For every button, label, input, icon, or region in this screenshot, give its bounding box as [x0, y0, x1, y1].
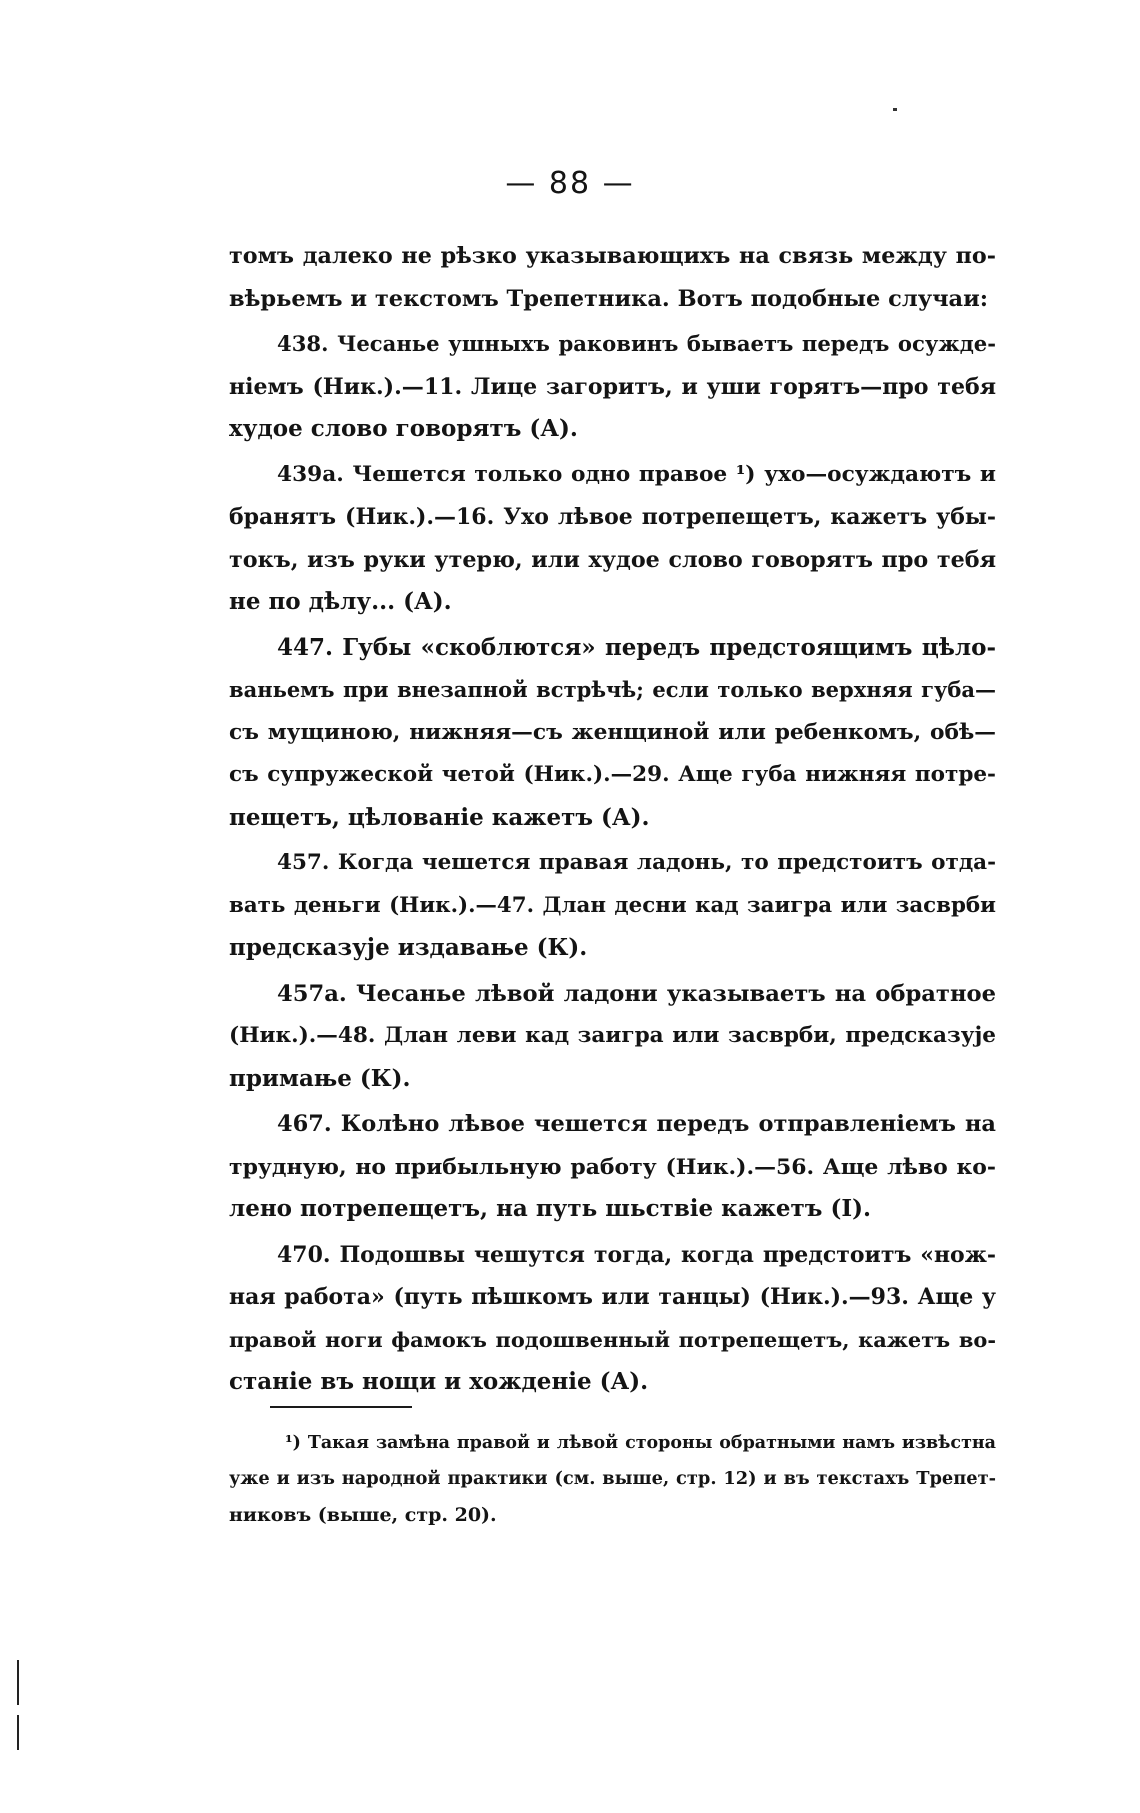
footnote-line: никовъ (выше, стр. 20). [229, 1504, 497, 1526]
text-line: примање (К). [229, 1064, 411, 1092]
entry-467 [229, 1103, 996, 1231]
text-line: правой ноги фамокъ подошвенный потрепещетъ, кажетъ во- [229, 1326, 996, 1352]
text-line: предсказуjе издавање (К). [229, 934, 588, 961]
page-number: — 88 — [505, 166, 635, 201]
scan-edge-mark [17, 1715, 19, 1750]
entry-439a [229, 454, 996, 624]
text-line: 457. Когда чешется правая ладонь, то предстоитъ отда- [277, 850, 996, 875]
text-line: съ мущиною, нижняя—съ женщиной или ребенкомъ, обѣ— [229, 719, 996, 745]
footnote [229, 1425, 996, 1533]
text-line: 467. Колѣно лѣвое чешется передъ отправленіемъ на [277, 1111, 996, 1137]
text-line: ваньемъ при внезапной встрѣчѣ; если только верхняя губа— [229, 677, 996, 702]
footnote-line: уже и изъ народной практики (см. выше, стр. 12) и въ текстахъ Трепет- [229, 1468, 996, 1489]
paragraph-continuation [229, 235, 996, 320]
text-line: станіе въ нощи и хожденіе (А). [229, 1368, 649, 1395]
text-line: ная работа» (путь пѣшкомъ или танцы) (Ник.).—93. Аще у [229, 1284, 996, 1310]
text-line: не по дѣлу... (А). [229, 588, 452, 615]
print-speck [893, 108, 897, 111]
scan-edge-mark [17, 1660, 19, 1705]
entry-457 [229, 842, 996, 970]
text-line: 470. Подошвы чешутся тогда, когда предстоитъ «нож- [277, 1241, 996, 1268]
text-line: пещетъ, цѣлованіе кажетъ (А). [229, 803, 650, 831]
text-line: лено потрепещетъ, на путь шьствіе кажетъ (I). [229, 1195, 871, 1222]
text-line: бранятъ (Ник.).—16. Ухо лѣвое потрепещетъ, кажетъ убы- [229, 504, 996, 530]
text-line: 439а. Чешется только одно правое ¹) ухо—осуждаютъ и [277, 461, 996, 487]
body-text [229, 235, 996, 1407]
text-line: вѣрьемъ и текстомъ Трепетника. Вотъ подобные случаи: [229, 285, 989, 312]
footnote-line: ¹) Такая замѣна правой и лѣвой стороны обратными намъ извѣстна [285, 1433, 996, 1453]
entry-457a [229, 973, 996, 1101]
entry-447 [229, 627, 996, 840]
text-line: токъ, изъ руки утерю, или худое слово говорятъ про тебя [229, 546, 996, 573]
text-line: съ супружеской четой (Ник.).—29. Аще губа нижняя потре- [229, 762, 996, 787]
text-line: ніемъ (Ник.).—11. Лице загоритъ, и уши горятъ—про тебя [229, 373, 996, 400]
entry-470 [229, 1234, 996, 1404]
entry-438 [229, 323, 996, 451]
text-line: 438. Чесанье ушныхъ раковинъ бываетъ передъ осужде- [277, 331, 996, 356]
text-line: 457а. Чесанье лѣвой ладони указываетъ на обратное [277, 980, 996, 1007]
footnote-rule [270, 1406, 412, 1408]
text-line: худое слово говорятъ (А). [229, 415, 578, 442]
text-line: трудную, но прибыльную работу (Ник.).—56. Аще лѣво ко- [229, 1153, 996, 1180]
text-line: вать деньги (Ник.).—47. Длан десни кад заигра или засврби [229, 892, 996, 918]
text-line: 447. Губы «скоблются» передъ предстоящимъ цѣло- [277, 633, 996, 661]
text-line: (Ник.).—48. Длан леви кад заигра или засврби, предсказуjе [229, 1023, 996, 1048]
text-line: томъ далеко не рѣзко указывающихъ на связь между по- [229, 243, 996, 269]
